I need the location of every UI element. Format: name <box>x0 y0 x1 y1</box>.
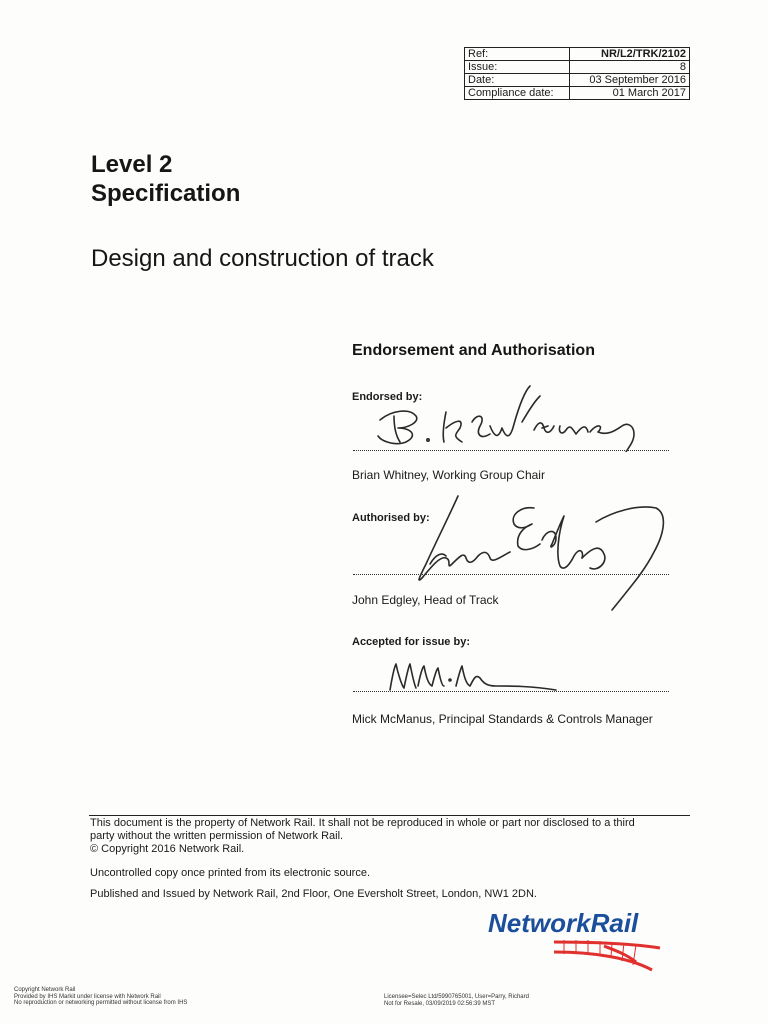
compliance-date-row <box>465 87 690 100</box>
endorsed-signature <box>372 382 652 452</box>
ownership-notice <box>90 817 690 856</box>
endorsed-signature-line <box>353 450 669 451</box>
date-value: 03 September 2016 <box>570 74 690 87</box>
endorsed-by-name: Brian Whitney, Working Group Chair <box>352 468 545 482</box>
authorised-signature-line <box>353 574 669 575</box>
ref-label: Ref: <box>465 48 570 61</box>
fine-print-line: Copyright Network Rail <box>14 987 76 993</box>
document-level-heading <box>91 150 240 208</box>
issue-label: Issue: <box>465 61 570 74</box>
publisher-address: Published and Issued by Network Rail, 2nd Floor, One Eversholt Street, London, NW1 2DN. <box>90 888 537 900</box>
logo-track-icon <box>554 942 660 970</box>
issue-value: 8 <box>570 61 690 74</box>
date-row <box>465 74 690 87</box>
document-title: Design and construction of track <box>91 245 434 272</box>
issue-row <box>465 61 690 74</box>
endorsement-heading: Endorsement and Authorisation <box>352 342 595 359</box>
network-rail-logo <box>484 900 684 980</box>
document-type-text: Specification <box>91 180 241 207</box>
accepted-signature-line <box>353 691 669 692</box>
accepted-for-issue-label: Accepted for issue by: <box>352 636 470 648</box>
uncontrolled-copy-note: Uncontrolled copy once printed from its electronic source. <box>90 867 371 879</box>
authorised-by-label: Authorised by: <box>352 512 430 524</box>
endorsed-by-label: Endorsed by: <box>352 391 423 403</box>
accepted-by-name: Mick McManus, Principal Standards & Controls Manager <box>352 712 653 726</box>
license-notice-left <box>14 987 187 1007</box>
authorised-by-name: John Edgley, Head of Track <box>352 593 499 607</box>
footer-divider <box>89 815 690 816</box>
fine-print-line: No reproduction or networking permitted without license from IHS <box>14 1000 188 1006</box>
ref-value: NR/L2/TRK/2102 <box>570 48 690 61</box>
fine-print-line: Not for Resale, 03/09/2019 02:56:39 MST <box>384 1000 496 1007</box>
level-text: Level 2 <box>91 151 173 178</box>
ref-row <box>465 48 690 61</box>
license-notice-right <box>384 994 529 1007</box>
copyright-line: © Copyright 2016 Network Rail. <box>90 843 245 855</box>
fine-print-line: Licensee=Selec Ltd/5990765001, User=Parry, Richard <box>384 994 529 1000</box>
notice-line-2: party without the written permission of Network Rail. <box>90 830 344 842</box>
logo-text: NetworkRail <box>488 908 639 938</box>
compliance-date-value: 01 March 2017 <box>570 87 690 100</box>
notice-line-1: This document is the property of Network Rail. It shall not be reproduced in whole or part nor disclosed to a third <box>90 817 635 829</box>
compliance-date-label: Compliance date: <box>465 87 570 100</box>
reference-table <box>464 47 690 100</box>
date-label: Date: <box>465 74 570 87</box>
accepted-signature <box>380 656 570 696</box>
fine-print-line: Provided by IHS Markit under license with Network Rail <box>14 993 161 1000</box>
